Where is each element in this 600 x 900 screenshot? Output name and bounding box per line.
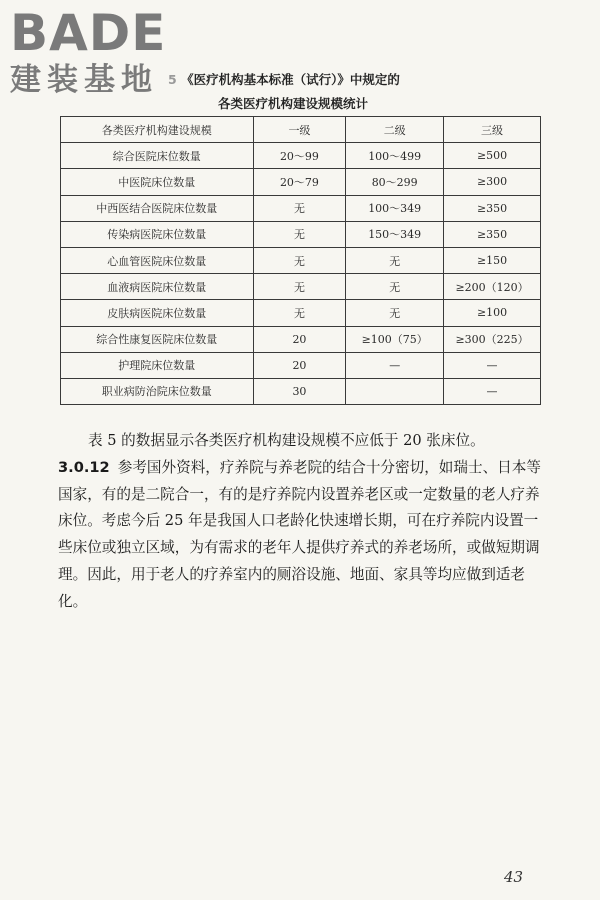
- table-row: [61, 247, 541, 273]
- table-cell: 30: [253, 378, 346, 404]
- table-cell: ≥150: [444, 247, 541, 273]
- table-cell: 无: [253, 221, 346, 247]
- table-cell: 20～79: [253, 169, 346, 195]
- paragraph-summary: 表 5 的数据显示各类医疗机构建设规模不应低于 20 张床位。: [88, 432, 485, 449]
- clause-text: 参考国外资料，疗养院与养老院的结合十分密切，如瑞士、日本等国家，有的是二院合一，有的是疗养院内设置养老区或一定数量的老人疗养床位。考虑今后 25 年是我国人口老龄化快速增长期，可在疗养院内设置一些床位或独立区域，为有需求的老年人提供疗养式的养老场所，或做短期调理。因此，用于老人的疗养室内的厕浴设施、地面、家具等均应做到适老化。: [58, 458, 541, 610]
- table-cell: ≥300: [444, 169, 541, 195]
- table-cell: 无: [253, 300, 346, 326]
- logo-text-en: BADE: [10, 4, 167, 62]
- table-row: [61, 221, 541, 247]
- table-cell: —: [346, 352, 444, 378]
- table-cell: 中医院床位数量: [61, 169, 254, 195]
- table-cell: 职业病防治院床位数量: [61, 378, 254, 404]
- table-cell: 传染病医院床位数量: [61, 221, 254, 247]
- table-cell: 无: [346, 247, 444, 273]
- table-cell: 综合医院床位数量: [61, 143, 254, 169]
- table-cell: 无: [346, 300, 444, 326]
- table-cell: 无: [253, 274, 346, 300]
- table-cell: 皮肤病医院床位数量: [61, 300, 254, 326]
- table-row: [61, 169, 541, 195]
- table-cell: ≥350: [444, 195, 541, 221]
- header-category: 各类医疗机构建设规模: [61, 117, 254, 143]
- table-row: [61, 143, 541, 169]
- page-number: 43: [504, 868, 524, 886]
- table-row: [61, 378, 541, 404]
- brand-logo: [6, 4, 196, 104]
- table-cell: 80～299: [346, 169, 444, 195]
- caption-line-2: 各类医疗机构建设规模统计: [218, 96, 369, 111]
- caption-title-1: 《医疗机构基本标准（试行）》中规定的: [181, 72, 400, 87]
- table-cell: 综合性康复医院床位数量: [61, 326, 254, 352]
- clause-number: 3.0.12: [58, 458, 110, 476]
- table-cell: 150～349: [346, 221, 444, 247]
- table-cell: ≥300（225）: [444, 326, 541, 352]
- table-cell: 心血管医院床位数量: [61, 247, 254, 273]
- body-text: [58, 428, 548, 616]
- paragraph-clause: [58, 455, 548, 616]
- table-cell: 中西医结合医院床位数量: [61, 195, 254, 221]
- table-cell: ≥350: [444, 221, 541, 247]
- table-cell: —: [444, 378, 541, 404]
- table-cell: 100～349: [346, 195, 444, 221]
- table-cell: 无: [253, 247, 346, 273]
- caption-table-number: 5: [168, 72, 177, 87]
- header-level-1: 一级: [253, 117, 346, 143]
- table-cell: —: [444, 352, 541, 378]
- caption-line-1: [168, 70, 400, 88]
- table-cell: 20: [253, 326, 346, 352]
- table-row: [61, 300, 541, 326]
- table-header-row: [61, 117, 541, 143]
- table-row: [61, 326, 541, 352]
- table-cell: 20～99: [253, 143, 346, 169]
- table-cell: ≥500: [444, 143, 541, 169]
- table-cell: ≥100（75）: [346, 326, 444, 352]
- table-cell: [346, 378, 444, 404]
- table-cell: 100～499: [346, 143, 444, 169]
- table-cell: 无: [346, 274, 444, 300]
- statistics-table: [60, 116, 541, 405]
- table-cell: ≥100: [444, 300, 541, 326]
- table-cell: 无: [253, 195, 346, 221]
- logo-text-cn: 建装基地: [10, 62, 158, 98]
- table-row: [61, 352, 541, 378]
- table-cell: ≥200（120）: [444, 274, 541, 300]
- header-level-3: 三级: [444, 117, 541, 143]
- table-cell: 护理院床位数量: [61, 352, 254, 378]
- table-cell: 血液病医院床位数量: [61, 274, 254, 300]
- table-row: [61, 274, 541, 300]
- header-level-2: 二级: [346, 117, 444, 143]
- table-row: [61, 195, 541, 221]
- table-cell: 20: [253, 352, 346, 378]
